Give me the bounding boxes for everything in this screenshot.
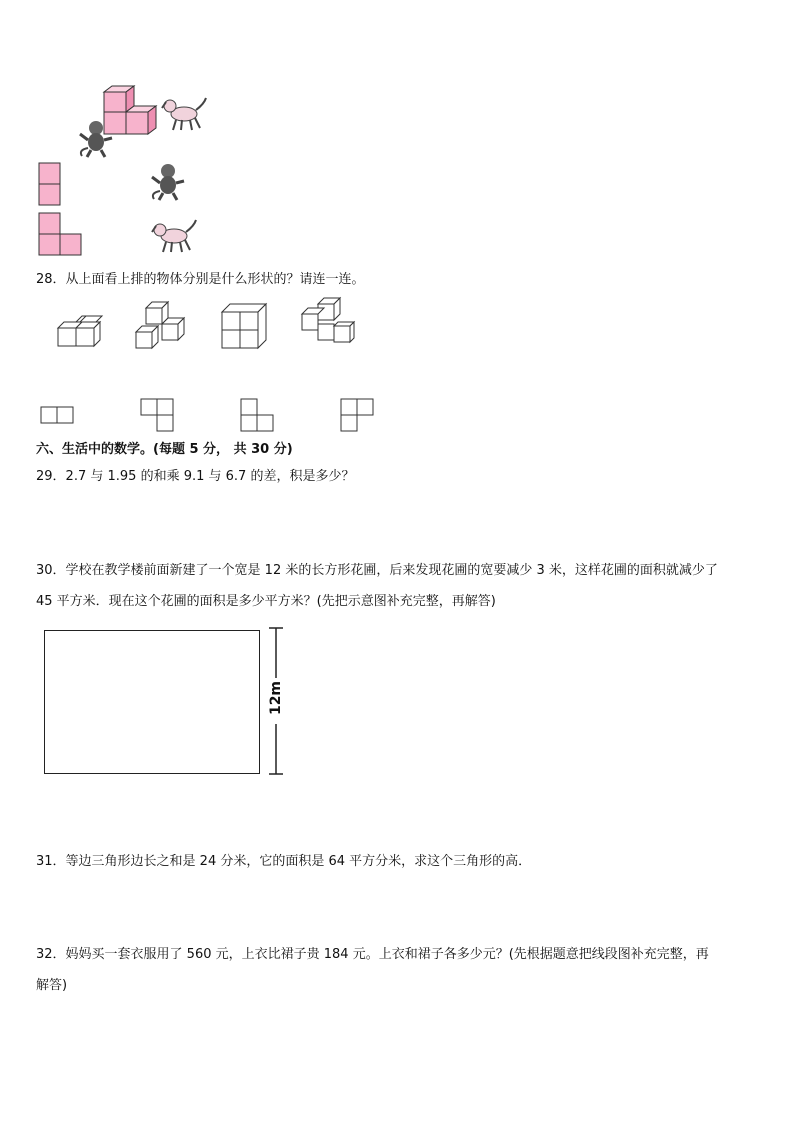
cube-shape-2	[134, 300, 190, 352]
question-29	[36, 467, 354, 487]
dimension-label: 12m	[268, 680, 284, 716]
question-text: 学校在教学楼前面新建了一个宽是 12 米的长方形花圃，后来发现花圃的宽要减少 3 米，这样花圃的面积就减少了	[65, 563, 718, 578]
question-text: 妈妈买一套衣服用了 560 元，上衣比裙子贵 184 元。上衣和裙子各多少元？(先根据题意把线段图补充完整，再	[65, 947, 709, 962]
dog-icon	[162, 96, 208, 132]
top-view-2	[140, 398, 176, 434]
question-number: 29．	[36, 469, 66, 484]
question-number: 30．	[36, 563, 66, 578]
question-30-line-2: 45 平方米．现在这个花圃的面积是多少平方米？(先把示意图补充完整，再解答)	[36, 594, 496, 609]
question-number: 32．	[36, 947, 66, 962]
question-text: 等边三角形边长之和是 24 分米，它的面积是 64 平方分米，求这个三角形的高．	[65, 854, 532, 869]
top-view-4	[340, 398, 378, 434]
question-30-line-1	[36, 561, 718, 581]
question-31	[36, 852, 531, 872]
question-32-line-1	[36, 945, 709, 965]
dog-icon	[150, 218, 200, 254]
section-title: 六、生活中的数学。(每题 5 分， 共 30 分)	[36, 442, 293, 457]
question-text: 2.7 与 1.95 的和乘 9.1 与 6.7 的差，积是多少？	[65, 469, 355, 484]
cube-shape-3	[220, 302, 270, 350]
question-32-line-2: 解答)	[36, 978, 68, 993]
question-number: 31．	[36, 854, 66, 869]
question-28	[36, 270, 365, 290]
monkey-icon	[78, 120, 114, 158]
top-view-3	[240, 398, 276, 434]
view-l-shape	[38, 212, 84, 256]
question-number: 28．	[36, 272, 66, 287]
monkey-icon	[150, 163, 186, 201]
cube-shape-1	[56, 310, 106, 350]
top-view-1	[40, 406, 76, 426]
view-two-vertical	[38, 162, 62, 206]
question-text: 从上面看上排的物体分别是什么形状的？请连一连。	[65, 272, 365, 287]
cube-shape-4	[298, 296, 354, 350]
garden-rectangle	[44, 630, 260, 774]
